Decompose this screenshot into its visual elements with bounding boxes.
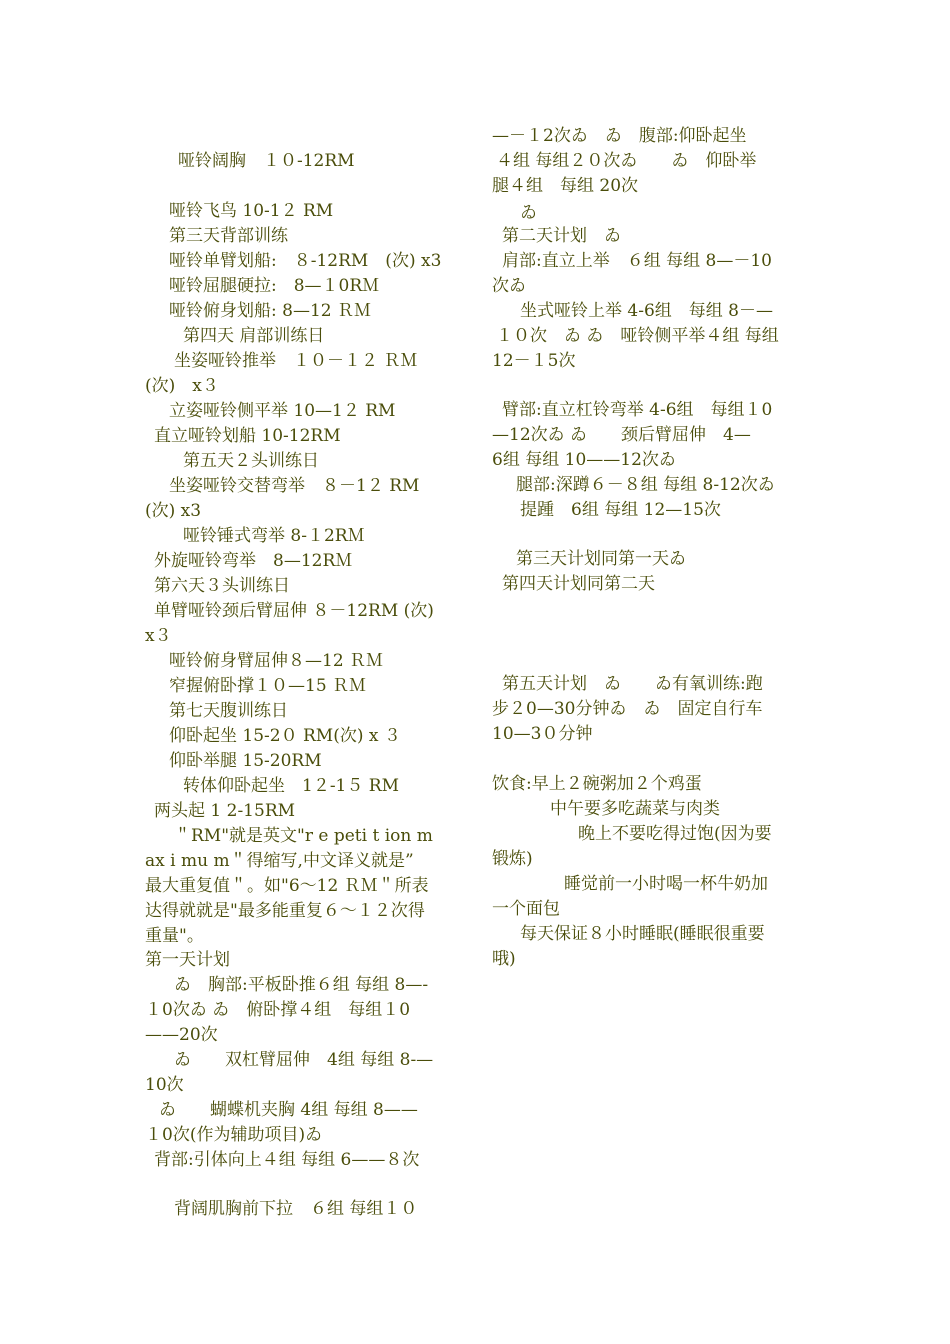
text-line: 第三天计划同第一天ゐ <box>516 549 686 569</box>
text-line: ゐ <box>520 203 537 223</box>
section-heading: 第六天３头训练日 <box>154 576 290 596</box>
text-line: 腿４组 每组 20次 <box>492 176 639 196</box>
text-line: 12－１5次 <box>492 351 576 371</box>
text-line: 哑铃屈腿硬拉: 8—１0RＭ <box>169 276 380 296</box>
text-line: 直立哑铃划船 10-12RM <box>154 426 341 446</box>
text-line: 锻炼) <box>492 849 533 869</box>
paragraph-line: ax i mu m＂得缩写,中文译义就是” <box>145 851 414 871</box>
text-line: 哑铃飞鸟 10-1２ RM <box>169 201 334 221</box>
text-line: (次) x3 <box>145 501 202 521</box>
paragraph-line: 达得就就是"最多能重复６～１２次得 <box>145 901 425 921</box>
text-line: 坐姿哑铃交替弯举 ８－1２ RM <box>169 476 420 496</box>
text-line: 立姿哑铃侧平举 10—1２ RM <box>169 401 396 421</box>
text-line: 6组 每组 10——12次ゐ <box>492 450 676 470</box>
section-heading: 第三天背部训练 <box>169 226 288 246</box>
text-line: 肩部:直立上举 ６组 每组 8—－10 <box>502 251 772 271</box>
text-line: 第四天计划同第二天 <box>502 574 655 594</box>
text-line: 仰卧起坐 15-2０ RM(次) x ３ <box>169 726 401 746</box>
text-line: 提踵 6组 每组 12—15次 <box>520 500 721 520</box>
text-line: 坐姿哑铃推举 １０－１２ ＲＭ <box>174 351 418 371</box>
text-line: 两头起 1 2-15RM <box>154 801 296 821</box>
text-line: 一个面包 <box>492 899 560 919</box>
text-line: 哑铃阔胸 １０-12RM <box>178 151 355 171</box>
text-line: 坐式哑铃上举 4-6组 每组 8－— <box>520 301 773 321</box>
text-line: 每天保证８小时睡眠(睡眠很重要 <box>520 924 765 944</box>
text-line: 哑铃单臂划船: ８-12RM (次) x3 <box>169 251 442 271</box>
text-line: 仰卧举腿 15-20RM <box>169 751 322 771</box>
text-line: 晚上不要吃得过饱(因为要 <box>578 824 772 844</box>
text-line: ゐ 胸部:平板卧推６组 每组 8—- <box>174 975 429 995</box>
text-line: 中午要多吃蔬菜与肉类 <box>550 799 720 819</box>
text-line: ４组 每组２０次ゐ ゐ 仰卧举 <box>496 151 757 171</box>
paragraph-line: ＂RM"就是英文"r e peti t ion m <box>174 826 433 846</box>
text-line: 腿部:深蹲６－８组 每组 8-12次ゐ <box>516 475 775 495</box>
section-heading: 第五天２头训练日 <box>183 451 319 471</box>
text-line: 步２0—30分钟ゐ ゐ 固定自行车 <box>492 699 763 719</box>
paragraph-line: 最大重复值＂。如"6～12 ＲＭ＂所表 <box>145 876 429 896</box>
text-line: x３ <box>145 626 172 646</box>
text-line: 10次 <box>145 1075 184 1095</box>
text-line: 哑铃俯身划船: 8—12 ＲＭ <box>169 301 371 321</box>
text-line: 睡觉前一小时喝一杯牛奶加 <box>564 874 768 894</box>
section-heading: 第四天 肩部训练日 <box>183 326 325 346</box>
text-line: 哦) <box>492 949 516 969</box>
text-line: 哑铃锤式弯举 8-１2RＭ <box>183 526 365 546</box>
text-line: １0次(作为辅助项目)ゐ <box>145 1125 323 1145</box>
text-line: —－１2次ゐ ゐ 腹部:仰卧起坐 <box>492 126 747 146</box>
text-line: 饮食:早上２碗粥加２个鸡蛋 <box>492 774 702 794</box>
text-line: ゐ 蝴蝶机夹胸 4组 每组 8—— <box>159 1100 418 1120</box>
text-line: (次) x３ <box>145 376 219 396</box>
paragraph-line: 重量"。 <box>145 926 204 946</box>
text-line: 单臂哑铃颈后臂屈伸 ８－12RM (次) <box>154 601 434 621</box>
text-line: 窄握俯卧撑１０—15 ＲＭ <box>169 676 367 696</box>
text-line: ゐ 双杠臂屈伸 4组 每组 8-— <box>174 1050 434 1070</box>
text-line: 10—3０分钟 <box>492 724 593 744</box>
text-line: —12次ゐ ゐ 颈后臂屈伸 4— <box>492 425 751 445</box>
text-line: 背阔肌胸前下拉 ６组 每组１０ <box>174 1199 418 1219</box>
section-heading: 第一天计划 <box>145 950 230 970</box>
text-line: 臂部:直立杠铃弯举 4-6组 每组１0 <box>502 400 773 420</box>
text-line: ——20次 <box>145 1025 218 1045</box>
text-line: 背部:引体向上４组 每组 6——８次 <box>154 1150 420 1170</box>
text-line: 次ゐ <box>492 276 526 296</box>
text-line: １0次ゐ ゐ 俯卧撑４组 每组１0 <box>145 1000 411 1020</box>
section-heading: 第二天计划 ゐ <box>502 226 621 246</box>
text-line: １０次 ゐ ゐ 哑铃侧平举４组 每组 <box>496 326 779 346</box>
text-line: 转体仰卧起坐 1２-1５ RM <box>183 776 399 796</box>
section-heading: 第五天计划 ゐ ゐ有氧训练:跑 <box>502 674 763 694</box>
section-heading: 第七天腹训练日 <box>169 701 288 721</box>
text-line: 外旋哑铃弯举 8—12RＭ <box>154 551 353 571</box>
text-line: 哑铃俯身臂屈伸８—12 ＲＭ <box>169 651 384 671</box>
